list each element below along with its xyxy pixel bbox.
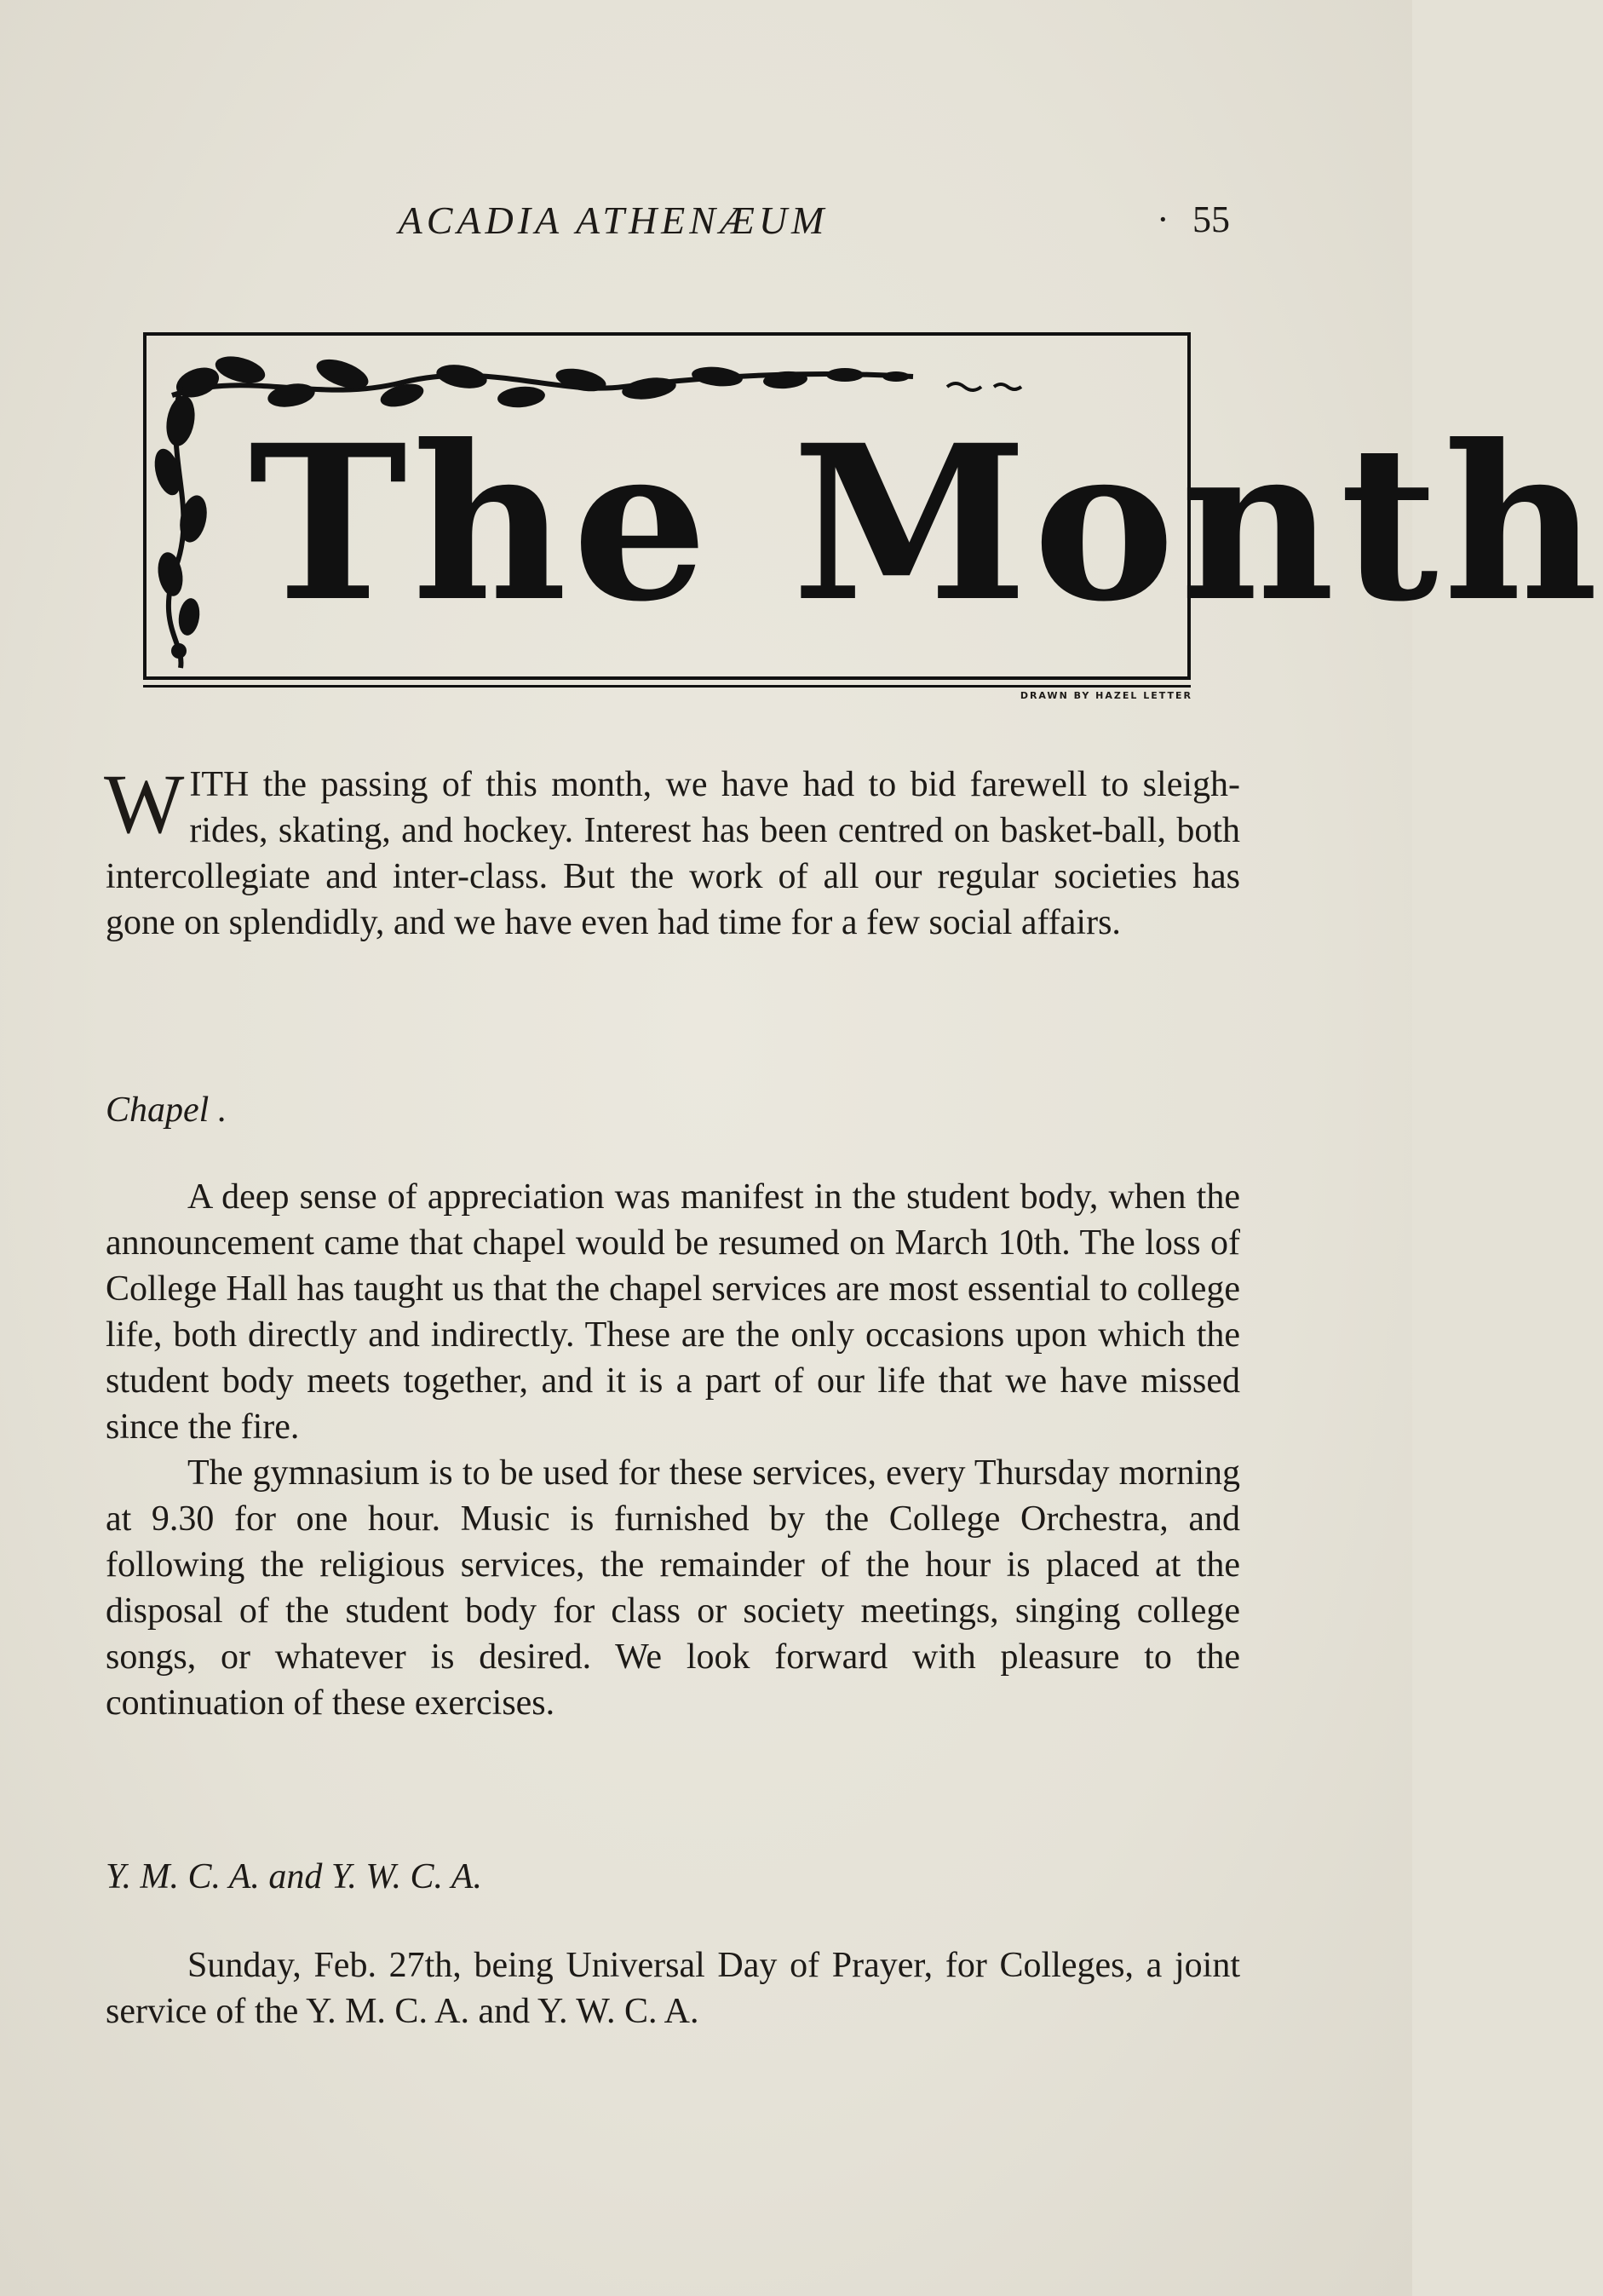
banner-credit: DRAWN BY HAZEL LETTER xyxy=(1020,690,1192,701)
running-title: ACADIA ATHENÆUM xyxy=(398,199,829,242)
chapel-paragraph-1: A deep sense of appreciation was manifest in the student body, when the announcement came that chapel would be resumed on March 10th. The loss of College Hall has taught us that the chapel services are most essential to college life, both directly and indirectly. These are the only occasions upon which the student body meets together, and it is a part of our life that we have missed since the fire. xyxy=(106,1177,1240,1447)
intro-paragraph xyxy=(104,757,1240,946)
header-dot: · xyxy=(1157,199,1169,240)
chapel-section-body xyxy=(106,1174,1240,1726)
section-heading-chapel: Chapel . xyxy=(106,1090,227,1130)
month-banner xyxy=(143,332,1603,680)
chapel-paragraph-2: The gymnasium is to be used for these services, every Thursday morning at 9.30 for one hour. Music is furnished by the College Orchestra, and following the religious services, the remainder of the hour is placed at the disposal of the student body for class or society meetings, singing college songs, or whatever is desired. We look forward with pleasure to the continuation of these exercises. xyxy=(106,1453,1240,1723)
drop-cap: W xyxy=(104,757,185,851)
page-number: 55 xyxy=(1192,199,1230,240)
ymca-paragraph-1: Sunday, Feb. 27th, being Universal Day of Prayer, for Colleges, a joint service of the Y. M. C. A. and Y. W. C. A. xyxy=(106,1946,1240,2031)
section-heading-ymca: Y. M. C. A. and Y. W. C. A. xyxy=(106,1857,482,1896)
ymca-section-body xyxy=(106,1942,1240,2034)
running-head xyxy=(0,198,1412,249)
intro-text: ITH the passing of this month, we have had to bid farewell to sleigh-rides, skating, and hockey. Interest has been centred on basket-ball, both intercollegiate and inter-class. But the work of all our regular societies has gone on splendidly, and we have even had time for a few social affairs. xyxy=(106,765,1240,942)
banner-heading: The Month xyxy=(249,398,1603,648)
banner-underline xyxy=(143,685,1191,688)
